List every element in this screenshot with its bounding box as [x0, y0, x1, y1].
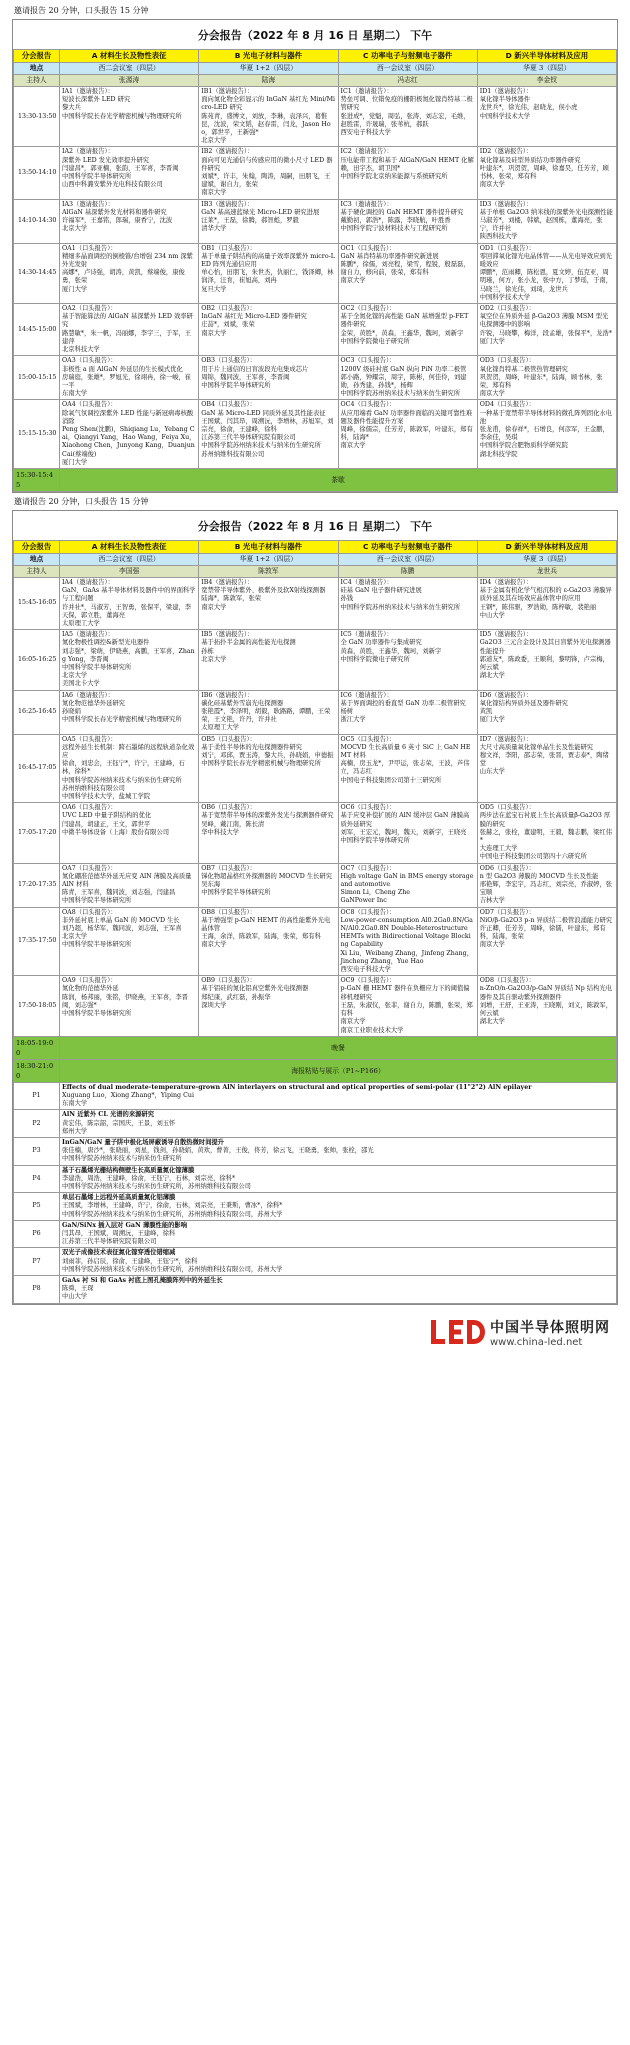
tea-break-label: 茶歇 — [60, 468, 617, 491]
poster-row — [14, 1193, 617, 1221]
talk-cell: OD7（口头报告）： NiO/β-Ga2O3 p-n 异质结二极管浪涌能力研究 许正卿，任芳芳，周峰，徐儒，叶建东，郑有科，陆海，张荣 南京大学 — [477, 907, 616, 976]
poster-authors: 黄宏伟，陈宗韶，宗国庆，王景，刘玉怀 — [62, 1119, 176, 1127]
dinner-label: 晚餐 — [60, 1036, 617, 1059]
talk-cell: OB1（口头报告）： 基于单量子阱结构的高量子效率深紫外 micro-LED 阵列光通信应用 单心怡，田朋飞，朱世杰，仇丽仁，钱泽卿，林润泽，汪育，崔旭高，刘冉 复旦大学 — [199, 243, 338, 303]
poster-authors: 闫其昂，王国斌，周溯沅，王建峰，徐科 — [62, 1229, 176, 1237]
poster-row — [14, 1275, 617, 1303]
session-row — [14, 907, 617, 976]
session-block-1 — [12, 19, 618, 493]
talk-cell: OD1（口头报告）： 零回滞氧化镓光电晶体管——从光电导效应到光暖效应 谭鹏*，范雨卿，陈松恩，夏文婷，伍克亚，周明瑾，何方，张小龙，张中方，丁梦瑶，于南，马晓兰，徐光伟，刘琦，龙世兵 中国科学技术大学 — [477, 243, 616, 303]
session-row — [14, 690, 617, 734]
poster-org: 郑州大学 — [62, 1127, 88, 1135]
talk-cell: ID5（邀请报告）： Ga2O3 三元合金设计及其日盲紫外光电探测器性能提升 郭道友*，陈政委，王顺利，黎明锋，卢宗梅，何云斌 湖北大学 — [477, 630, 616, 690]
poster-title: InGaN/GaN 量子阱中极化场屏蔽诱导自散热微时间提升 — [62, 1138, 225, 1146]
tea-break-time: 15:30-15:45 — [14, 468, 60, 491]
poster-id: P5 — [14, 1193, 60, 1221]
poster-id: P3 — [14, 1137, 60, 1165]
poster-title: GaN/SiNx 插入层对 GaN 薄膜性能的影响 — [62, 1221, 188, 1229]
block1-title: 分会报告（2022 年 8 月 16 日 星期二） 下午 — [197, 29, 433, 42]
host-cell: 陈鹏 — [338, 565, 477, 577]
talk-cell: ID6（邀请报告）： 氧化镓结构异质外延及器件研究 黄凯 厦门大学 — [477, 690, 616, 734]
poster-row — [14, 1137, 617, 1165]
talk-cell: OC9（口头报告）： p-GaN 栅 HEMT 器件在负栅应力下的阈值偏移机理研究 王磊，朱淑仪，张菲，谢自力，陈鹏，张荣，郑有科 南京大学 南京工业职业技术大学 — [338, 976, 477, 1036]
poster-entry — [60, 1275, 617, 1303]
talk-cell: OD8（口头报告）： n-ZnO/n-Ga2O3/p-GaN 异质结 Np 结构光电器件及其自驱动紫外探测器件 刘增，王舒，王亚涛，王晓刚，刘义，陈敦军，何云斌 湖北大学 — [477, 976, 616, 1036]
talk-cell: OA9（口头报告）： 氮化物的范德华外延 陈润，杨邦丽，张铭，伊晓燕，王军喜，李晋闽，刘志强* 中国科学院半导体研究所 — [60, 976, 199, 1036]
poster-org: 中国科学院苏州纳米技术与纳米仿生研究所，苏州纳维科技有限公司 — [62, 1182, 251, 1190]
talk-cell: IC3（邀请报告）： 基于硬化调控的 GaN HEMT 器件提升研究 戴勤初，郭浩*，陈露，李晓航，叶胜香 中国科学院宁波材料技术与工程研究所 — [338, 199, 477, 243]
poster-row — [14, 1110, 617, 1138]
talk-cell: IB2（邀请报告）： 面向可见光通信与传感应用的微小尺寸 LED 器件研究 刘斌*，许丰，朱翰，陶涛，周嗣，田朋飞，王建斌，谢自力，张荣 南京大学 — [199, 147, 338, 199]
host-label: 主持人 — [14, 565, 60, 577]
talk-cell: OA2（口头报告）： 基于智能算法的 AlGaN 基深紫外 LED 效率研究 路慧敏*，朱一帆，冯丽娜，李宇三，于军，王建萍 北京科技大学 — [60, 304, 199, 356]
block2-rows — [14, 577, 617, 1036]
poster-row — [14, 1082, 617, 1110]
talk-cell: IA1（邀请报告）： 短波长深紫外 LED 研究 黎大兵 中国科学院长春光学精密机械与物理研究所 — [60, 87, 199, 147]
talk-cell: IB6（邀请报告）： 碳化硅基紫外雪崩光电探测器 张艳霞*，李泽明，胡毅，耿路路，谭鹏，王荣荣，王文艳，许丹，许并社 太原理工大学 — [199, 690, 338, 734]
talk-cell: IC1（邀请报告）： 势垒可调、位错免疫的栅阳极氮化镓肖特基二极管研究 张进成*，党魁，周弘，张涛，刘志宏，毛维，赵胜雷，许晟瑞，张苇杭，郝跃 西安电子科技大学 — [338, 87, 477, 147]
header-cell: D 新兴半导体材料及应用 — [477, 540, 616, 553]
talk-cell: OB6（口头报告）： 基于宽禁带半导体的深紫外发光与探测器件研究 吴峰，戴江南，陈长清 华中科技大学 — [199, 803, 338, 863]
header-cell: 分会报告 — [14, 50, 60, 63]
talk-cell: IB5（邀请报告）： 基于拓扑半金属的高性能光电探测 孙栋 北京大学 — [199, 630, 338, 690]
dinner-time: 18:05-19:00 — [14, 1036, 60, 1059]
middle-note: 邀请报告 20 分钟，口头报告 15 分钟 — [14, 496, 149, 506]
time-slot: 17:05-17:20 — [14, 803, 60, 863]
logo-name: 中国半导体照明网 — [490, 1319, 610, 1336]
header-cell: 分会报告 — [14, 540, 60, 553]
talk-cell: IB3（邀请报告）： GaN 基高速蓝绿光 Micro-LED 研究进展 汪莱*，王磊，徐腾，郝智彪，罗毅 清华大学 — [199, 199, 338, 243]
poster-entry — [60, 1082, 617, 1110]
session-block-2 — [12, 510, 618, 1305]
host-cell: 李国强 — [60, 565, 199, 577]
host-label: 主持人 — [14, 75, 60, 87]
talk-cell: OB5（口头报告）： 基于柔性半导体的光电探测器件研究 刘宁，邓邱，贾玉涛，黎大兵，孙晓娟，申德振 中国科学院长春光学精密机械与物理研究所 — [199, 734, 338, 803]
talk-cell: OA3（口头报告）： 非极性 a 面 AlGaN 外延层的生长模式优化 房瑞庭，张雄*，罗旭光，徐翊冉，徐一峻，崔一平 东南大学 — [60, 356, 199, 400]
venue-cell: 华夏 1+2（四层） — [199, 63, 338, 75]
session-row — [14, 87, 617, 147]
talk-cell: ID3（邀请报告）： 基于单根 Ga2O3 纳米线的深紫外光电探测性能 马淑芳*，刘楼，韩斌，赵国栋，董海亮，张宁，许并社 陕西科技大学 — [477, 199, 616, 243]
poster-org: 中山大学 — [62, 1293, 88, 1301]
top-note: 邀请报告 20 分钟，口头报告 15 分钟 — [14, 6, 149, 15]
talk-cell: IC4（邀请报告）： 硅基 GaN 电子器件研究进展 孙钱 中国科学院苏州纳米技术与纳米仿生研究所 — [338, 577, 477, 629]
poster-id: P4 — [14, 1165, 60, 1193]
poster-row — [14, 1248, 617, 1276]
header-cell: A 材料生长及物性表征 — [60, 50, 199, 63]
talk-cell: OA7（口头报告）： 氮化硼准范德华外延无应变 AlN 薄膜及高质量 AlN 材料 陈青，王军喜，魏同波，刘志强，闫建昌 中国科学院半导体研究所 — [60, 863, 199, 907]
venue-cell: 西一会议室（四层） — [338, 553, 477, 565]
time-slot: 15:15-15:30 — [14, 400, 60, 469]
talk-cell: IB4（邀请报告）： 宽禁带半导体紫外、极紫外及软X射线探测器 陆海*，陈敦军，张荣 南京大学 — [199, 577, 338, 629]
talk-cell: OC3（口头报告）： 1200V 级硅衬底 GaN 纵向 PiN 功率二极管 郭小路，钟耀宗，周宇，陈彬，何佳伶，刘建勋，孙秀建，孙钱*，杨辉 中国科学院苏州纳米技术与纳米仿生研究所 — [338, 356, 477, 400]
venue-cell: 华夏 3（四层） — [477, 553, 616, 565]
session-row — [14, 199, 617, 243]
poster-entry — [60, 1193, 617, 1221]
poster-id: P8 — [14, 1275, 60, 1303]
session-row — [14, 356, 617, 400]
poster-id: P1 — [14, 1082, 60, 1110]
poster-entry — [60, 1137, 617, 1165]
venue-cell: 西一会议室（四层） — [338, 63, 477, 75]
talk-cell: OC2（口头报告）： 基于全氮化镓的高性能 GaN 基增强型 p-FET 器件研究 金荣，黄胜*，黄森，王鑫华，魏珂，刘新宇 中国科学院微电子研究所 — [338, 304, 477, 356]
talk-cell: ID2（邀请报告）： 氧化镓基及硅型异质结功率器件研究 叶建东*，巩贺贺，周峰，徐嘉昊，任芳芳，顾书林，张荣，郑有科 南京大学 — [477, 147, 616, 199]
block1-rows — [14, 87, 617, 469]
poster-authors: 陈舜，王琛 — [62, 1285, 94, 1293]
poster-org: 中国科学院苏州纳米技术与纳米仿生研究所 — [62, 1155, 182, 1163]
time-slot: 17:35-17:50 — [14, 907, 60, 976]
header-row — [14, 50, 617, 63]
talk-cell: IC5（邀请报告）： 全 GaN 功率器件与集成研究 黄森，黄胜，王鑫华，魏珂，刘新宇 中国科学院微电子研究所 — [338, 630, 477, 690]
time-slot: 16:25-16:45 — [14, 690, 60, 734]
time-slot: 14:10-14:30 — [14, 199, 60, 243]
talk-cell: OC6（口头报告）： 基于应变补偿扩展的 AlN 缓冲层 GaN 薄膜高质外延研究 刘军，王宏元，魏珂，魏天，刘新宇，王晓亮 中国科学院半导体研究所 — [338, 803, 477, 863]
talk-cell: OC1（口头报告）： GaN 基肖特基功率器件研究新进展 陈鹏*，徐儒，刘亮程，梁雪，程锐，殷磊磊，谢自力，修向前，张荣，郑有科 南京大学 — [338, 243, 477, 303]
venue-cell: 华夏 1+2（四层） — [199, 553, 338, 565]
venue-row — [14, 63, 617, 75]
time-slot: 17:50-18:05 — [14, 976, 60, 1036]
poster-row — [14, 1165, 617, 1193]
session-row — [14, 976, 617, 1036]
poster-title: 双光子成像技术表征氮化镓穿透位错缩减 — [62, 1249, 176, 1257]
poster-title: Effects of dual moderate-temperature-grown AlN interlayers on structural and optical properties of semi-polar (11"2"2) AlN epilayer — [62, 1083, 532, 1091]
logo-url: www.china-led.net — [490, 1336, 583, 1348]
poster-title: AlN 近紫外 CL 光谱的来源研究 — [62, 1111, 155, 1119]
venue-cell: 西二会议室（四层） — [60, 553, 199, 565]
talk-cell: IA3（邀请报告）： AlGaN 基深紫外发光材料和器件研究 许福军*，王嘉铭，郎瑞，康香宁，沈波 北京大学 — [60, 199, 199, 243]
block1-table — [13, 49, 617, 492]
talk-cell: OC5（口头报告）： MOCVD 生长高质量 6 英寸 SiC 上 GaN HEMT 材料 高楠，房玉龙*，尹甲运，张志荣，王波，芦伟立，冯志红 中国电子科技集团公司第十三研究所 — [338, 734, 477, 803]
session-row — [14, 630, 617, 690]
time-slot: 13:30-13:50 — [14, 87, 60, 147]
poster-session-row — [14, 1059, 617, 1082]
talk-cell: OA8（口头报告）： 非外延衬底上单晶 GaN 的 MOCVD 生长 刘乃超，杨华军，魏同波，刘志强，王军喜 北京大学 中国科学院半导体研究所 — [60, 907, 199, 976]
venue-cell: 西二会议室（四层） — [60, 63, 199, 75]
header-cell: B 光电子材料与器件 — [199, 540, 338, 553]
session-row — [14, 803, 617, 863]
header-cell: A 材料生长及物性表征 — [60, 540, 199, 553]
poster-org: 中国科学院苏州纳米技术与纳米仿生研究所，苏州纳维科技有限公司，苏州大学 — [62, 1265, 283, 1273]
poster-org: 中国科学院苏州纳米技术与纳米仿生研究所，苏州纳维科技有限公司，苏州大学 — [62, 1210, 283, 1218]
host-cell: 陈敦军 — [199, 565, 338, 577]
talk-cell: OD6（口头报告）： n 型 Ga2O3 薄膜的 MOCVD 生长及性能 邢艳辉，李宏宇，冯志红，刘宗亮，乔淑婷，张宝顺 吉林大学 — [477, 863, 616, 907]
talk-cell: OB4（口头报告）： GaN 基 Micro-LED 同质外延及其性能表征 王国斌，闫其昂，周溯沅，李增林，苏旭军，刘宗亮，徐俞，王建峰，徐科 江苏第三代半导体研究院有限公司 中国科学院苏州纳米技术与纳米仿生研究所 苏州纳维科技有限公司 — [199, 400, 338, 469]
talk-cell: IA2（邀请报告）： 深紫外 LED 发光效率提升研究 闫建昌*，郭亚楠，张韵，王军喜，李晋闽 中国科学院半导体研究所 山西中科潞安紫外光电科技有限公司 — [60, 147, 199, 199]
poster-authors: Xuguang Luo，Xiong Zhang*，Yiping Cui — [62, 1091, 194, 1099]
host-row — [14, 565, 617, 577]
talk-cell: OA6（口头报告）： UVC LED 中量子阱结构的优化 闫建昌，胡建正，王文，郭世平 中微半导体设备（上海）股份有限公司 — [60, 803, 199, 863]
talk-cell: IC6（邀请报告）： 基于界面调控的垂直型 GaN 功率二极管研究 杨树 浙江大学 — [338, 690, 477, 734]
talk-cell: ID1（邀请报告）： 氧化镓半导体器件 龙世兵*，徐光伟，赵晓龙，侯小虎 中国科学技术大学 — [477, 87, 616, 147]
session-row — [14, 243, 617, 303]
talk-cell: IA6（邀请报告）： 氮化物范德华外延研究 孙晓娟 中国科学院长春光学精密机械与物理研究所 — [60, 690, 199, 734]
host-cell: 张源涛 — [60, 75, 199, 87]
led-logo-icon — [430, 1317, 486, 1347]
session-row — [14, 147, 617, 199]
header-cell: C 功率电子与射频电子器件 — [338, 50, 477, 63]
talk-cell: ID4（邀请报告）： 基于金属有机化学气相沉积的 ε-Ga2O3 薄膜异质外延及其在场效应晶体管中的应用 王钢*，陈伟驱，罗浩勋，陈梓敏，裴艳丽 中山大学 — [477, 577, 616, 629]
poster-authors: 张佳楠，唐沙*，张晓丽，刘星，钱剑，孙晓娟，黄欢，曹菁，王俊，佟芳，徐云飞，王晓勇，张帅，张栓，邵光 — [62, 1147, 374, 1155]
header-row — [14, 540, 617, 553]
talk-cell: OC8（口头报告）： Low-power-consumption Al0.2Ga0.8N/GaN/Al0.2Ga0.8N Double-Heterostructure HEMTs with Bidirectional Voltage Blocking Capability Xi Liu，Weibang Zhang，Jinfeng Zhang，Jincheng Zhang，Yue Hao 西安电子科技大学 — [338, 907, 477, 976]
talk-cell: ID7（邀请报告）： 大尺寸高质量氧化镓单晶生长及性能研究 穆文祥，李阳，邵志荣，张晋，贾志泰*，陶绪堂 山东大学 — [477, 734, 616, 803]
talk-cell: OB3（口头报告）： 用于片上通信的日盲波段光电集成芯片 周锦，魏同波，王军喜，李晋闽 中国科学院半导体研究所 — [199, 356, 338, 400]
poster-title: GaAs 衬 Si 和 GaAs 衬底上图孔掩膜阵列中的外延生长 — [62, 1276, 223, 1284]
poster-row — [14, 1220, 617, 1248]
header-cell: B 光电子材料与器件 — [199, 50, 338, 63]
poster-title: 基于石墨烯光栅结构侧壁生长高质量氮化镓薄膜 — [62, 1166, 195, 1174]
talk-cell: OB7（口头报告）： 锑化物超晶格红外探测器的 MOCVD 生长研究 吴东海 中国科学院半导体研究所 — [199, 863, 338, 907]
talk-cell: OD5（口头报告）： 两步法在蓝宝石衬底上生长高质量β-Ga2O3 厚膜的研究 张赫之，张栓，董建明，王毅，魏志鹏，梁红伟* 大连理工大学 中国电子科技集团公司第四十六研究所 — [477, 803, 616, 863]
talk-cell: OB8（口头报告）： 基于增强型 p-GaN HEMT 的高性能紫外光电晶体管 王海，余洋，陈敦军，陆海，张荣，郑有科 南京大学 — [199, 907, 338, 976]
talk-cell: OC7（口头报告）： High voltage GaN in BMS energy storage and automotive Simon Li，Cheng Zhe GaNPower Inc — [338, 863, 477, 907]
talk-cell: IB1（邀请报告）： 面向氮化物全彩显示的 InGaN 基红光 Mini/Micro-LED 研究 陈苑青，盛博文，刘放，李琳，袁泽兴，葛惟昆，沈波，荣文韬，赵春雷，闫龙，Jason Hoo，郭世平，王新强* 北京大学 — [199, 87, 338, 147]
site-logo — [430, 1317, 610, 1348]
poster-session-time: 18:30-21:00 — [14, 1059, 60, 1082]
time-slot: 16:05-16:25 — [14, 630, 60, 690]
time-slot: 15:45-16:05 — [14, 577, 60, 629]
poster-org: 东南大学 — [62, 1100, 88, 1108]
footer — [12, 1309, 618, 1365]
venue-label: 地点 — [14, 63, 60, 75]
time-slot: 15:00-15:15 — [14, 356, 60, 400]
session-row — [14, 577, 617, 629]
poster-id: P6 — [14, 1220, 60, 1248]
time-slot: 13:50-14:10 — [14, 147, 60, 199]
time-slot: 16:45-17:05 — [14, 734, 60, 803]
dinner-row — [14, 1036, 617, 1059]
poster-id: P7 — [14, 1248, 60, 1276]
session-row — [14, 400, 617, 469]
talk-cell: IC2（邀请报告）： 压电能带工程和基于 AlGaN/GaN HEMT 化解赖，田宇杰，胡卫国* 中国科学院北京纳米能源与系统研究所 — [338, 147, 477, 199]
talk-cell: OA5（口头报告）： 远程外延生长机制：跨石墨烯的远程轨道杂化效应 徐俞，刘忠会，王钰宁*，许宁，王建峰，石林，徐科* 中国科学院苏州纳米技术与纳米仿生研究所 苏州纳维科技有限公司 中国科学技术大学，盐城工学院 — [60, 734, 199, 803]
talk-cell: OA1（口头报告）： 精细多晶面调控的倒棱锥/台增强 234 nm 深紫外光发射 高娜*，卢诗强，胡涛，黄凯，蔡端俊，康俊勇，张荣 厦门大学 — [60, 243, 199, 303]
venue-cell: 华夏 3（四层） — [477, 63, 616, 75]
talk-cell: OD2（口头报告）： 氧空位在异质外延 β-Ga2O3 薄膜 MSM 型光电探测器中的影响 许锐，马晓攀，梅洋，段孟雄，张保平*，龙浩* 厦门大学 — [477, 304, 616, 356]
host-cell: 冯志红 — [338, 75, 477, 87]
poster-org: 江苏第三代半导体研究院有限公司 — [62, 1238, 157, 1246]
talk-cell: OA4（口头报告）： 除氧气氛调控深紫外 LED 性能与新冠病毒核酸消除 Peng Shen(沈鹏)，Shiqiang Lu，Yebang Cai，Qiangyi Yang，Hao Wang，Feiya Xu，Xiaohong Chen，Junyong Kang，Duanjun Cai(蔡端俊) 厦门大学 — [60, 400, 199, 469]
talk-cell: OD4（口头报告）： 一种基于宽禁带半导体材料的微孔阵列固化水电池 张龙甫，徐春祥*，石增良，何彦军，王金鹏，李余佳，吴琪 中国科学院合肥物质科学研究院 湖北科技学院 — [477, 400, 616, 469]
block2-title: 分会报告（2022 年 8 月 16 日 星期二） 下午 — [197, 519, 433, 533]
header-cell: D 新兴半导体材料及应用 — [477, 50, 616, 63]
session-row — [14, 734, 617, 803]
poster-entry — [60, 1110, 617, 1138]
poster-list — [14, 1082, 617, 1303]
talk-cell: IA4（邀请报告）： GaN、GaAs 基半导体材料及器件中的界面科学与工程问题 许并社*，马淑芳，王智勇，张保平，梁建，李天保，郭立胜，董海亮 太原理工大学 — [60, 577, 199, 629]
time-slot: 14:30-14:45 — [14, 243, 60, 303]
time-slot: 14:45-15:00 — [14, 304, 60, 356]
talk-cell: IA5（邀请报告）： 氮化物极性调控&新型光电器件 刘志强*，梁萌，伊晓燕，高鹏，王军喜，Zhang Yong，李晋闽 中国科学院半导体研究所 北京大学 美国北卡大学 — [60, 630, 199, 690]
host-cell: 龙世兵 — [477, 565, 616, 577]
talk-cell: OC4（口头报告）： 从应用端看 GaN 功率器件面临的关键可靠性难题及器件性能提升方案 周峰，徐儒宗，任芳芳，陈敦军，叶建东，郑有科，陆海* 南京大学 — [338, 400, 477, 469]
header-cell: C 功率电子与射频电子器件 — [338, 540, 477, 553]
poster-authors: 王国斌，李增林，王建峰，许宁，徐俞，石林，刘宗亮，王秉斯，曹冰*，徐科* — [62, 1202, 283, 1210]
talk-cell: OB9（口头报告）： 基于铝硅的氮化铝真空紫外光电探测器 郑纪康，武红磊，孙振华 深圳大学 — [199, 976, 338, 1036]
poster-session-label: 海报粘贴与展示（P1~P166） — [60, 1059, 617, 1082]
poster-id: P2 — [14, 1110, 60, 1138]
block2-table — [13, 540, 617, 1304]
venue-row — [14, 553, 617, 565]
poster-title: 单层石墨烯上远程外延高质量氮化铝薄膜 — [62, 1194, 176, 1202]
host-row — [14, 75, 617, 87]
time-slot: 17:20-17:35 — [14, 863, 60, 907]
poster-authors: 刘雨菲，孙启辰，徐俞，王建峰，王钰宁*，徐科 — [62, 1257, 198, 1265]
talk-cell: OB2（口头报告）： InGaN 基红光 Micro-LED 器件研究 庄喆*，刘斌，张荣 南京大学 — [199, 304, 338, 356]
poster-entry — [60, 1220, 617, 1248]
tea-break-row — [14, 468, 617, 491]
host-cell: 陆海 — [199, 75, 338, 87]
poster-entry — [60, 1165, 617, 1193]
host-cell: 李金钗 — [477, 75, 616, 87]
talk-cell: OD3（口头报告）： 氧化镓肖特基二极管热管理研究 巩贺贺，周峰，叶建东*，陆海，顾书林，张荣，郑有科 南京大学 — [477, 356, 616, 400]
session-row — [14, 863, 617, 907]
session-row — [14, 304, 617, 356]
poster-authors: 李建浩，周浩，王建峰，徐俞，王钰宁，石林，刘宗亮，徐科* — [62, 1174, 236, 1182]
venue-label: 地点 — [14, 553, 60, 565]
poster-entry — [60, 1248, 617, 1276]
